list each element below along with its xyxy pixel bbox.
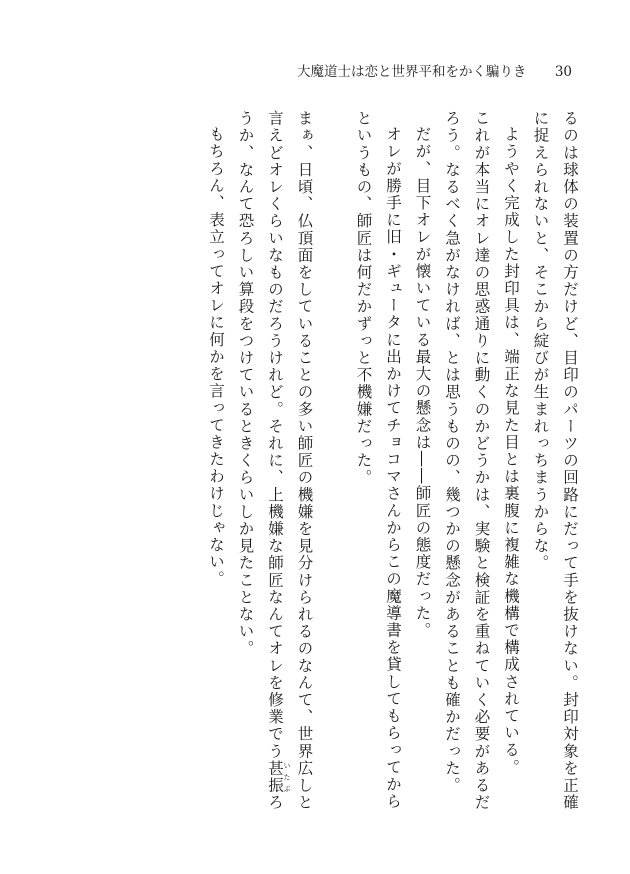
page-number: 30	[554, 64, 572, 80]
paragraph-4: だが、目下オレが懐いている最大の懸念は――師匠の態度だった。	[413, 125, 432, 639]
paragraph-1: るのは球体の装置の方だけど、目印のパーツの回路にだって手を抜けない。封印対象を正確に捉えられないと、そこから綻びが生まれっちまうからな。	[531, 110, 579, 812]
running-header	[297, 60, 572, 80]
paragraph-6-tail: ろうか、なんて恐ろしい算段をつけているときくらいしか見たことない。	[236, 110, 284, 812]
ruby-base: 甚振	[266, 759, 284, 795]
paragraph-6	[230, 110, 319, 825]
vertical-body-text	[44, 110, 584, 825]
paragraph-7: もちろん、表立ってオレに何かを言ってきたわけじゃない。	[207, 125, 225, 588]
book-title: 大魔道士は恋と世界平和をかく騙りき	[297, 64, 527, 80]
ruby-word	[266, 759, 291, 795]
paragraph-3: これが本当にオレ達の思惑通りに動くのかどうかは、実験と検証を重ねていく必要があるだろう。なるべく急がなければ、とは思うものの、幾つかの懸念があることも確かだった。	[443, 110, 491, 812]
paragraph-5: オレが勝手に旧・ギュータに出かけてチョコマさんからこの魔導書を貸してもらってからというもの、師匠は何だかずっと不機嫌だった。	[354, 110, 402, 810]
ruby-reading: いたぶ	[283, 759, 291, 794]
paragraph-2: ようやく完成した封印具は、端正な見た目とは裏腹に複雑な機構で構成されている。	[502, 125, 520, 776]
paragraph-6-text: まぁ、日頃、仏頂面をしていることの多い師匠の機嫌を見分けられるのなんて、世界広しと言えどオレくらいなものだろうけれど。それに、上機嫌な師匠なんてオレを修業でう	[266, 110, 314, 812]
